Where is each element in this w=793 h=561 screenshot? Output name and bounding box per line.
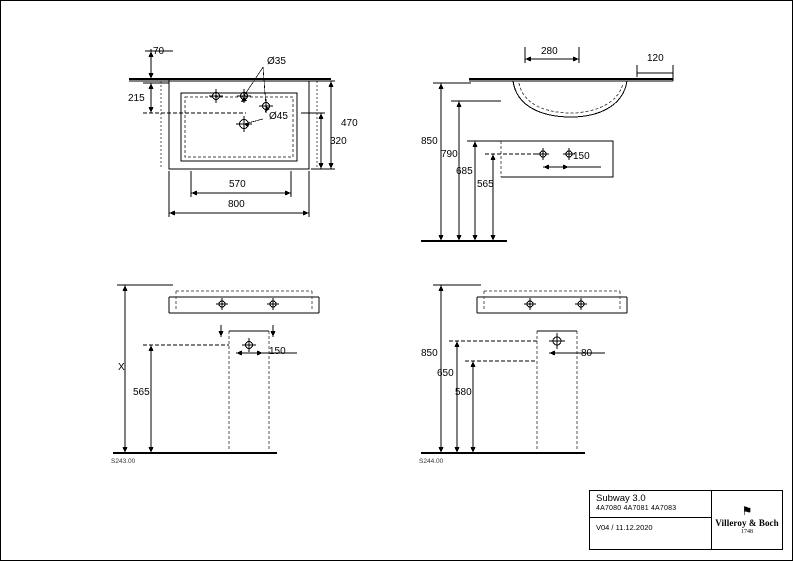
title-block-info [590, 491, 712, 549]
dim-790: 790 [441, 149, 458, 160]
dim-565-lower: 565 [133, 387, 150, 398]
dim-x: X [118, 362, 125, 373]
drawing-number-s244: S244.00 [419, 458, 444, 465]
dim-diameter-35: Ø35 [267, 56, 286, 67]
dim-150-lower: 150 [269, 346, 286, 357]
dim-320: 320 [330, 136, 347, 147]
dim-150-upper: 150 [573, 151, 590, 162]
castle-icon: ⚑ [741, 504, 753, 518]
dim-580: 580 [455, 387, 472, 398]
dim-120: 120 [647, 53, 664, 64]
dim-470: 470 [341, 118, 358, 129]
brand-logo [712, 491, 782, 549]
brand-year: 1748 [741, 529, 753, 535]
dim-70: 70 [153, 46, 165, 57]
revision-date: V04 / 11.12.2020 [596, 523, 653, 532]
dim-215: 215 [128, 93, 145, 104]
dim-570: 570 [229, 179, 246, 190]
dim-650: 650 [437, 368, 454, 379]
title-block [589, 490, 783, 550]
brand-name: Villeroy & Boch [715, 518, 779, 528]
dim-850-upper: 850 [421, 136, 438, 147]
title-block-divider [590, 517, 712, 518]
dim-280: 280 [541, 46, 558, 57]
product-name: Subway 3.0 [596, 493, 646, 504]
drawing-number-s243: S243.00 [111, 458, 136, 465]
drawing-linework [1, 1, 793, 561]
dim-850-lower: 850 [421, 348, 438, 359]
dim-565-upper: 565 [477, 179, 494, 190]
dim-800: 800 [228, 199, 245, 210]
dim-80: 80 [581, 348, 593, 359]
dim-diameter-45: Ø45 [269, 111, 288, 122]
dim-685: 685 [456, 166, 473, 177]
article-codes: 4A7080 4A7081 4A7083 [596, 505, 677, 512]
title-block-brand [712, 491, 782, 549]
